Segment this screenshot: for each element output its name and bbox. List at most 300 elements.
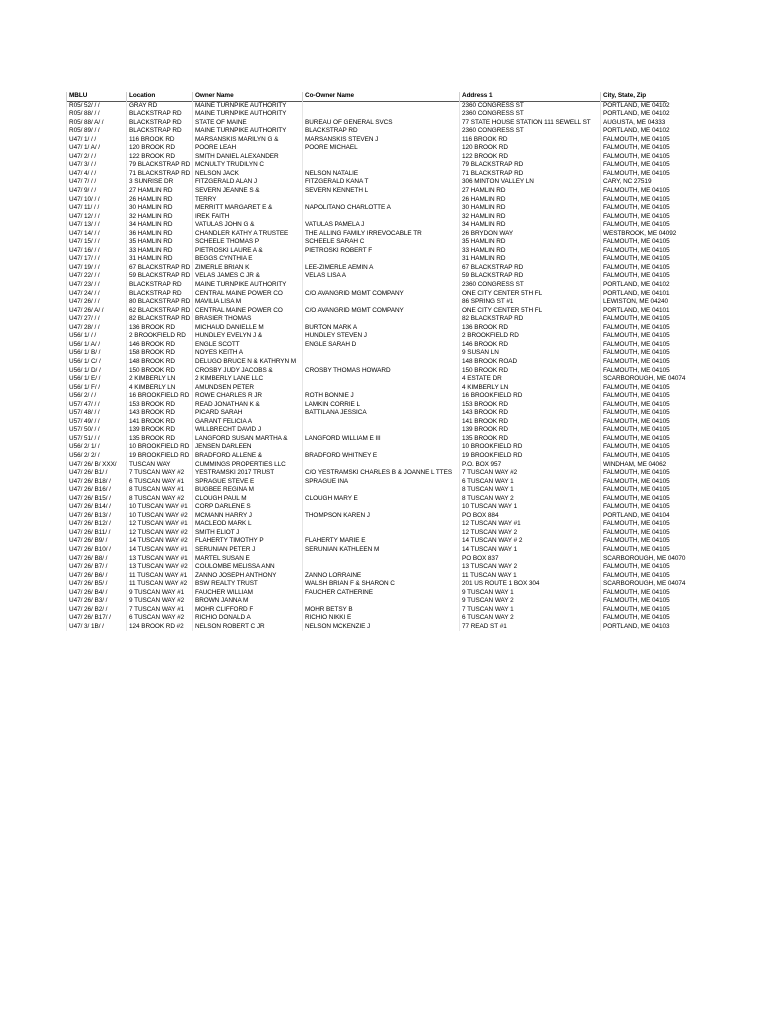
table-row — [67, 213, 667, 222]
header-address-1: Address 1 — [460, 92, 601, 101]
owner-name-cell: CLOUGH PAUL M — [193, 495, 303, 504]
table-row — [67, 512, 667, 521]
co-owner-name-cell — [303, 196, 460, 205]
location-cell: 6 TUSCAN WAY #1 — [127, 478, 193, 487]
owner-table — [66, 92, 686, 631]
city-state-zip-cell: FALMOUTH, ME 04105 — [601, 469, 667, 478]
header-city-state-zip: City, State, Zip — [601, 92, 667, 101]
address-cell: 2360 CONGRESS ST — [460, 101, 601, 110]
city-state-zip-cell: LEWISTON, ME 04240 — [601, 298, 667, 307]
city-state-zip-cell: WESTBROOK, ME 04092 — [601, 230, 667, 239]
co-owner-name-cell — [303, 255, 460, 264]
location-cell: 10 TUSCAN WAY #2 — [127, 512, 193, 521]
location-cell: 36 HAMLIN RD — [127, 230, 193, 239]
co-owner-name-cell: C/O AVANGRID MGMT COMPANY — [303, 307, 460, 316]
location-cell: 136 BROOK RD — [127, 324, 193, 333]
owner-name-cell: READ JONATHAN K & — [193, 401, 303, 410]
location-cell: 14 TUSCAN WAY #2 — [127, 537, 193, 546]
co-owner-name-cell — [303, 555, 460, 564]
location-cell: 3 SUNRISE DR — [127, 178, 193, 187]
mblu-cell: U47/ 26/ B3/ / — [67, 597, 127, 606]
mblu-cell: U47/ 26/ B16/ / — [67, 486, 127, 495]
mblu-cell: U56/ 1/ / / — [67, 332, 127, 341]
owner-name-cell: MOHR CLIFFORD F — [193, 606, 303, 615]
owner-name-cell: FITZGERALD ALAN J — [193, 178, 303, 187]
address-cell: 86 SPRING ST #1 — [460, 298, 601, 307]
address-cell: 82 BLACKSTRAP RD — [460, 315, 601, 324]
owner-name-cell: COULOMBE MELISSA ANN — [193, 563, 303, 572]
mblu-cell: U47/ 12/ / / — [67, 213, 127, 222]
owner-name-cell: SERUNIAN PETER J — [193, 546, 303, 555]
owner-name-cell: PICARD SARAH — [193, 409, 303, 418]
table-row — [67, 409, 667, 418]
owner-name-cell: SCHEELE THOMAS P — [193, 238, 303, 247]
location-cell: 7 TUSCAN WAY #1 — [127, 606, 193, 615]
city-state-zip-cell: FALMOUTH, ME 04105 — [601, 272, 667, 281]
location-cell: 10 BROOKFIELD RD — [127, 443, 193, 452]
owner-name-cell: MAINE TURNPIKE AUTHORITY — [193, 281, 303, 290]
owner-name-cell: MAVILIA LISA M — [193, 298, 303, 307]
city-state-zip-cell: PORTLAND, ME 04102 — [601, 101, 667, 110]
location-cell: 122 BROOK RD — [127, 153, 193, 162]
address-cell: 59 BLACKSTRAP RD — [460, 272, 601, 281]
address-cell: 6 TUSCAN WAY 2 — [460, 614, 601, 623]
mblu-cell: U47/ 26/ B15/ / — [67, 495, 127, 504]
table-row — [67, 281, 667, 290]
mblu-cell: U47/ 26/ B12/ / — [67, 520, 127, 529]
city-state-zip-cell: FALMOUTH, ME 04105 — [601, 170, 667, 179]
co-owner-name-cell: SPRAGUE INA — [303, 478, 460, 487]
table-row — [67, 452, 667, 461]
city-state-zip-cell: SCARBOROUGH, ME 04074 — [601, 375, 667, 384]
table-row — [67, 332, 667, 341]
owner-name-cell: CUMMINGS PROPERTIES LLC — [193, 461, 303, 470]
location-cell: 14 TUSCAN WAY #1 — [127, 546, 193, 555]
address-cell: 31 HAMLIN RD — [460, 255, 601, 264]
table-row — [67, 349, 667, 358]
location-cell: 6 TUSCAN WAY #2 — [127, 614, 193, 623]
table-row — [67, 486, 667, 495]
table-row — [67, 187, 667, 196]
mblu-cell: U47/ 9/ / / — [67, 187, 127, 196]
table-row — [67, 196, 667, 205]
city-state-zip-cell: FALMOUTH, ME 04105 — [601, 572, 667, 581]
location-cell: 9 TUSCAN WAY #2 — [127, 597, 193, 606]
table-row — [67, 375, 667, 384]
table-row — [67, 461, 667, 470]
co-owner-name-cell: FLAHERTY MARIE E — [303, 537, 460, 546]
mblu-cell: U47/ 26/ B9/ / — [67, 537, 127, 546]
co-owner-name-cell: POORE MICHAEL — [303, 144, 460, 153]
table-row — [67, 563, 667, 572]
location-cell: 12 TUSCAN WAY #1 — [127, 520, 193, 529]
city-state-zip-cell: FALMOUTH, ME 04105 — [601, 196, 667, 205]
address-cell: 2360 CONGRESS ST — [460, 281, 601, 290]
co-owner-name-cell: LANGFORD WILLIAM E III — [303, 435, 460, 444]
location-cell: 4 KIMBERLY LN — [127, 384, 193, 393]
co-owner-name-cell: LAMKIN CORRIE L — [303, 401, 460, 410]
address-cell: 136 BROOK RD — [460, 324, 601, 333]
location-cell: BLACKSTRAP RD — [127, 127, 193, 136]
address-cell: 34 HAMLIN RD — [460, 221, 601, 230]
owner-name-cell: YESTRAMSKI 2017 TRUST — [193, 469, 303, 478]
owner-name-cell: RICHIO DONALD A — [193, 614, 303, 623]
owner-name-cell: DELUGO BRUCE N & KATHRYN M — [193, 358, 303, 367]
location-cell: 158 BROOK RD — [127, 349, 193, 358]
owner-name-cell: ZANNO JOSEPH ANTHONY — [193, 572, 303, 581]
co-owner-name-cell: CROSBY THOMAS HOWARD — [303, 367, 460, 376]
address-cell: 10 BROOKFIELD RD — [460, 443, 601, 452]
address-cell: 122 BROOK RD — [460, 153, 601, 162]
table-row — [67, 298, 667, 307]
address-cell: 116 BROOK RD — [460, 136, 601, 145]
location-cell: 31 HAMLIN RD — [127, 255, 193, 264]
owner-name-cell: ENGLE SCOTT — [193, 341, 303, 350]
table-row — [67, 392, 667, 401]
table-row — [67, 221, 667, 230]
address-cell: 7 TUSCAN WAY #2 — [460, 469, 601, 478]
address-cell: 135 BROOK RD — [460, 435, 601, 444]
mblu-cell: U56/ 1/ A/ / — [67, 341, 127, 350]
address-cell: 11 TUSCAN WAY 1 — [460, 572, 601, 581]
owner-name-cell: CENTRAL MAINE POWER CO — [193, 307, 303, 316]
mblu-cell: U47/ 26/ B1/ / — [67, 469, 127, 478]
mblu-cell: U47/ 1/ / / — [67, 136, 127, 145]
table-row — [67, 555, 667, 564]
co-owner-name-cell — [303, 426, 460, 435]
address-cell: 146 BROOK RD — [460, 341, 601, 350]
header-location: Location — [127, 92, 193, 101]
owner-name-cell: SPRAGUE STEVE E — [193, 478, 303, 487]
table-row — [67, 367, 667, 376]
co-owner-name-cell: C/O AVANGRID MGMT COMPANY — [303, 290, 460, 299]
mblu-cell: U56/ 1/ F/ / — [67, 384, 127, 393]
mblu-cell: U47/ 26/ B5/ / — [67, 580, 127, 589]
city-state-zip-cell: PORTLAND, ME 04104 — [601, 512, 667, 521]
owner-name-cell: CENTRAL MAINE POWER CO — [193, 290, 303, 299]
table-row — [67, 589, 667, 598]
location-cell: 32 HAMLIN RD — [127, 213, 193, 222]
co-owner-name-cell: BUREAU OF GENERAL SVCS — [303, 119, 460, 128]
owner-name-cell: BEGGS CYNTHIA E — [193, 255, 303, 264]
city-state-zip-cell: FALMOUTH, ME 04105 — [601, 614, 667, 623]
mblu-cell: U47/ 26/ B11/ / — [67, 529, 127, 538]
table-row — [67, 546, 667, 555]
location-cell: 124 BROOK RD #2 — [127, 623, 193, 632]
mblu-cell: U57/ 51/ / / — [67, 435, 127, 444]
address-cell: 10 TUSCAN WAY 1 — [460, 503, 601, 512]
mblu-cell: U47/ 22/ / / — [67, 272, 127, 281]
location-cell: 148 BROOK RD — [127, 358, 193, 367]
address-cell: ONE CITY CENTER 5TH FL — [460, 290, 601, 299]
table-row — [67, 623, 667, 632]
co-owner-name-cell — [303, 486, 460, 495]
location-cell: 11 TUSCAN WAY #2 — [127, 580, 193, 589]
city-state-zip-cell: FALMOUTH, ME 04105 — [601, 478, 667, 487]
owner-name-cell: FLAHERTY TIMOTHY P — [193, 537, 303, 546]
location-cell: 2 BROOKFIELD RD — [127, 332, 193, 341]
city-state-zip-cell: FALMOUTH, ME 04105 — [601, 332, 667, 341]
mblu-cell: U47/ 10/ / / — [67, 196, 127, 205]
co-owner-name-cell — [303, 520, 460, 529]
location-cell: 135 BROOK RD — [127, 435, 193, 444]
mblu-cell: U47/ 26/ B14/ / — [67, 503, 127, 512]
owner-name-cell: SEVERN JEANNE S & — [193, 187, 303, 196]
city-state-zip-cell: FALMOUTH, ME 04105 — [601, 597, 667, 606]
co-owner-name-cell — [303, 349, 460, 358]
owner-name-cell: CROSBY JUDY JACOBS & — [193, 367, 303, 376]
mblu-cell: U47/ 16/ / / — [67, 247, 127, 256]
location-cell: 62 BLACKSTRAP RD — [127, 307, 193, 316]
address-cell: 306 MINTON VALLEY LN — [460, 178, 601, 187]
mblu-cell: U47/ 26/ B18/ / — [67, 478, 127, 487]
address-cell: 6 TUSCAN WAY 1 — [460, 478, 601, 487]
table-row — [67, 136, 667, 145]
table-row — [67, 230, 667, 239]
city-state-zip-cell: FALMOUTH, ME 04105 — [601, 264, 667, 273]
table-row — [67, 341, 667, 350]
address-cell: 153 BROOK RD — [460, 401, 601, 410]
city-state-zip-cell: FALMOUTH, ME 04105 — [601, 503, 667, 512]
table-row — [67, 469, 667, 478]
address-cell: 77 READ ST #1 — [460, 623, 601, 632]
table-row — [67, 503, 667, 512]
city-state-zip-cell: FALMOUTH, ME 04105 — [601, 341, 667, 350]
owner-name-cell: VELAS JAMES C JR & — [193, 272, 303, 281]
city-state-zip-cell: FALMOUTH, ME 04105 — [601, 187, 667, 196]
owner-name-cell: NELSON ROBERT C JR — [193, 623, 303, 632]
location-cell: 120 BROOK RD — [127, 144, 193, 153]
location-cell: 116 BROOK RD — [127, 136, 193, 145]
table-row — [67, 110, 667, 119]
city-state-zip-cell: FALMOUTH, ME 04105 — [601, 358, 667, 367]
co-owner-name-cell — [303, 101, 460, 110]
location-cell: BLACKSTRAP RD — [127, 119, 193, 128]
city-state-zip-cell: FALMOUTH, ME 04105 — [601, 495, 667, 504]
mblu-cell: U47/ 26/ / / — [67, 298, 127, 307]
owner-name-cell: PIETROSKI LAURE A & — [193, 247, 303, 256]
owner-name-cell: MICHAUD DANIELLE M — [193, 324, 303, 333]
address-cell: 4 KIMBERLY LN — [460, 384, 601, 393]
owner-name-cell: SMITH ELIOT J — [193, 529, 303, 538]
mblu-cell: U57/ 48/ / / — [67, 409, 127, 418]
co-owner-name-cell — [303, 443, 460, 452]
co-owner-name-cell: ROTH BONNIE J — [303, 392, 460, 401]
address-cell: 143 BROOK RD — [460, 409, 601, 418]
location-cell: 146 BROOK RD — [127, 341, 193, 350]
city-state-zip-cell: FALMOUTH, ME 04105 — [601, 401, 667, 410]
table-row — [67, 426, 667, 435]
owner-name-cell: MAINE TURNPIKE AUTHORITY — [193, 127, 303, 136]
location-cell: 34 HAMLIN RD — [127, 221, 193, 230]
address-cell: 2 BROOKFIELD RD — [460, 332, 601, 341]
location-cell: 67 BLACKSTRAP RD — [127, 264, 193, 273]
city-state-zip-cell: FALMOUTH, ME 04105 — [601, 255, 667, 264]
mblu-cell: U47/ 26/ B8/ / — [67, 555, 127, 564]
header-row — [67, 92, 667, 101]
owner-name-cell: BUGBEE REGINA M — [193, 486, 303, 495]
table-row — [67, 170, 667, 179]
co-owner-name-cell — [303, 418, 460, 427]
table-row — [67, 435, 667, 444]
city-state-zip-cell: SCARBOROUGH, ME 04070 — [601, 555, 667, 564]
table-row — [67, 101, 667, 110]
table-row — [67, 384, 667, 393]
address-cell: 8 TUSCAN WAY 1 — [460, 486, 601, 495]
owner-name-cell: BRASIER THOMAS — [193, 315, 303, 324]
address-cell: 12 TUSCAN WAY 2 — [460, 529, 601, 538]
mblu-cell: U56/ 1/ E/ / — [67, 375, 127, 384]
co-owner-name-cell: CLOUGH MARY E — [303, 495, 460, 504]
address-cell: 141 BROOK RD — [460, 418, 601, 427]
address-cell: 148 BROOK ROAD — [460, 358, 601, 367]
mblu-cell: U47/ 3/ / / — [67, 161, 127, 170]
owner-name-cell: ZIMERLE BRIAN K — [193, 264, 303, 273]
mblu-cell: U47/ 26/ B17/ / — [67, 614, 127, 623]
address-cell: 12 TUSCAN WAY #1 — [460, 520, 601, 529]
mblu-cell: U47/ 26/ B10/ / — [67, 546, 127, 555]
owner-name-cell: AMUNDSEN PETER — [193, 384, 303, 393]
table-row — [67, 315, 667, 324]
table-row — [67, 358, 667, 367]
co-owner-name-cell — [303, 213, 460, 222]
city-state-zip-cell: FALMOUTH, ME 04105 — [601, 443, 667, 452]
location-cell: 12 TUSCAN WAY #2 — [127, 529, 193, 538]
city-state-zip-cell: FALMOUTH, ME 04105 — [601, 384, 667, 393]
mblu-cell: U47/ 27/ / / — [67, 315, 127, 324]
mblu-cell: U47/ 28/ / / — [67, 324, 127, 333]
mblu-cell: U47/ 7/ / / — [67, 178, 127, 187]
owner-name-cell: MAINE TURNPIKE AUTHORITY — [193, 101, 303, 110]
co-owner-name-cell: NAPOLITANO CHARLOTTE A — [303, 204, 460, 213]
mblu-cell: U47/ 26/ B6/ / — [67, 572, 127, 581]
table-row — [67, 127, 667, 136]
table-row — [67, 478, 667, 487]
table-row — [67, 255, 667, 264]
mblu-cell: U47/ 24/ / / — [67, 290, 127, 299]
location-cell: 8 TUSCAN WAY #2 — [127, 495, 193, 504]
address-cell: ONE CITY CENTER 5TH FL — [460, 307, 601, 316]
address-cell: 14 TUSCAN WAY 1 — [460, 546, 601, 555]
mblu-cell: U56/ 2/ 2/ / — [67, 452, 127, 461]
table-row — [67, 324, 667, 333]
address-cell: 30 HAMLIN RD — [460, 204, 601, 213]
owner-name-cell: IREK FAITH — [193, 213, 303, 222]
address-cell: 33 HAMLIN RD — [460, 247, 601, 256]
location-cell: 71 BLACKSTRAP RD — [127, 170, 193, 179]
location-cell: 10 TUSCAN WAY #1 — [127, 503, 193, 512]
owner-name-cell: MAINE TURNPIKE AUTHORITY — [193, 110, 303, 119]
location-cell: 33 HAMLIN RD — [127, 247, 193, 256]
mblu-cell: U47/ 19/ / / — [67, 264, 127, 273]
location-cell: 80 BLACKSTRAP RD — [127, 298, 193, 307]
address-cell: 77 STATE HOUSE STATION 111 SEWELL ST — [460, 119, 601, 128]
owner-name-cell: LANGFORD SUSAN MARTHA & — [193, 435, 303, 444]
mblu-cell: U47/ 4/ / / — [67, 170, 127, 179]
mblu-cell: U47/ 26/ B/ XXX/ — [67, 461, 127, 470]
address-cell: 2360 CONGRESS ST — [460, 110, 601, 119]
mblu-cell: R05/ 52/ / / — [67, 101, 127, 110]
co-owner-name-cell — [303, 597, 460, 606]
spreadsheet — [66, 92, 686, 631]
co-owner-name-cell: THE ALLING FAMILY IRREVOCABLE TR — [303, 230, 460, 239]
city-state-zip-cell: FALMOUTH, ME 04105 — [601, 392, 667, 401]
location-cell: 27 HAMLIN RD — [127, 187, 193, 196]
city-state-zip-cell: FALMOUTH, ME 04105 — [601, 213, 667, 222]
co-owner-name-cell: SERUNIAN KATHLEEN M — [303, 546, 460, 555]
co-owner-name-cell: VELAS LISA A — [303, 272, 460, 281]
table-row — [67, 443, 667, 452]
location-cell: 16 BROOKFIELD RD — [127, 392, 193, 401]
mblu-cell: U56/ 2/ / / — [67, 392, 127, 401]
co-owner-name-cell — [303, 563, 460, 572]
owner-name-cell: NOYES KEITH A — [193, 349, 303, 358]
mblu-cell: U47/ 23/ / / — [67, 281, 127, 290]
mblu-cell: U47/ 13/ / / — [67, 221, 127, 230]
address-cell: 13 TUSCAN WAY 2 — [460, 563, 601, 572]
location-cell: TUSCAN WAY — [127, 461, 193, 470]
location-cell: 79 BLACKSTRAP RD — [127, 161, 193, 170]
co-owner-name-cell — [303, 375, 460, 384]
co-owner-name-cell: THOMPSON KAREN J — [303, 512, 460, 521]
co-owner-name-cell: MARSANSKIS STEVEN J — [303, 136, 460, 145]
city-state-zip-cell: FALMOUTH, ME 04105 — [601, 426, 667, 435]
table-row — [67, 529, 667, 538]
owner-name-cell: JENSEN DARLEEN — [193, 443, 303, 452]
location-cell: 19 BROOKFIELD RD — [127, 452, 193, 461]
location-cell: 59 BLACKSTRAP RD — [127, 272, 193, 281]
address-cell: 35 HAMLIN RD — [460, 238, 601, 247]
city-state-zip-cell: FALMOUTH, ME 04105 — [601, 324, 667, 333]
city-state-zip-cell: WINDHAM, ME 04062 — [601, 461, 667, 470]
co-owner-name-cell: MOHR BETSY B — [303, 606, 460, 615]
table-row — [67, 204, 667, 213]
location-cell: GRAY RD — [127, 101, 193, 110]
location-cell: 2 KIMBERLY LN — [127, 375, 193, 384]
co-owner-name-cell — [303, 358, 460, 367]
address-cell: 26 BRYDON WAY — [460, 230, 601, 239]
table-row — [67, 614, 667, 623]
mblu-cell: U47/ 26/ B7/ / — [67, 563, 127, 572]
owner-name-cell: CHANDLER KATHY A TRUSTEE — [193, 230, 303, 239]
table-row — [67, 401, 667, 410]
mblu-cell: U47/ 14/ / / — [67, 230, 127, 239]
table-row — [67, 520, 667, 529]
address-cell: 19 BROOKFIELD RD — [460, 452, 601, 461]
mblu-cell: U47/ 2/ / / — [67, 153, 127, 162]
table-row — [67, 418, 667, 427]
location-cell: 9 TUSCAN WAY #1 — [127, 589, 193, 598]
location-cell: 7 TUSCAN WAY #2 — [127, 469, 193, 478]
address-cell: 8 TUSCAN WAY 2 — [460, 495, 601, 504]
address-cell: 9 SUSAN LN — [460, 349, 601, 358]
owner-name-cell: BRADFORD ALLENE & — [193, 452, 303, 461]
co-owner-name-cell — [303, 110, 460, 119]
city-state-zip-cell: CARY, NC 27519 — [601, 178, 667, 187]
city-state-zip-cell: FALMOUTH, ME 04105 — [601, 349, 667, 358]
mblu-cell: U47/ 11/ / / — [67, 204, 127, 213]
city-state-zip-cell: FALMOUTH, ME 04105 — [601, 247, 667, 256]
mblu-cell: U56/ 1/ D/ / — [67, 367, 127, 376]
owner-name-cell: MCNULTY TRUDILYN C — [193, 161, 303, 170]
mblu-cell: U57/ 49/ / / — [67, 418, 127, 427]
table-row — [67, 161, 667, 170]
owner-name-cell: 2 KIMBERLY LANE LLC — [193, 375, 303, 384]
address-cell: 150 BROOK RD — [460, 367, 601, 376]
co-owner-name-cell — [303, 461, 460, 470]
address-cell: 9 TUSCAN WAY 2 — [460, 597, 601, 606]
city-state-zip-cell: FALMOUTH, ME 04105 — [601, 435, 667, 444]
